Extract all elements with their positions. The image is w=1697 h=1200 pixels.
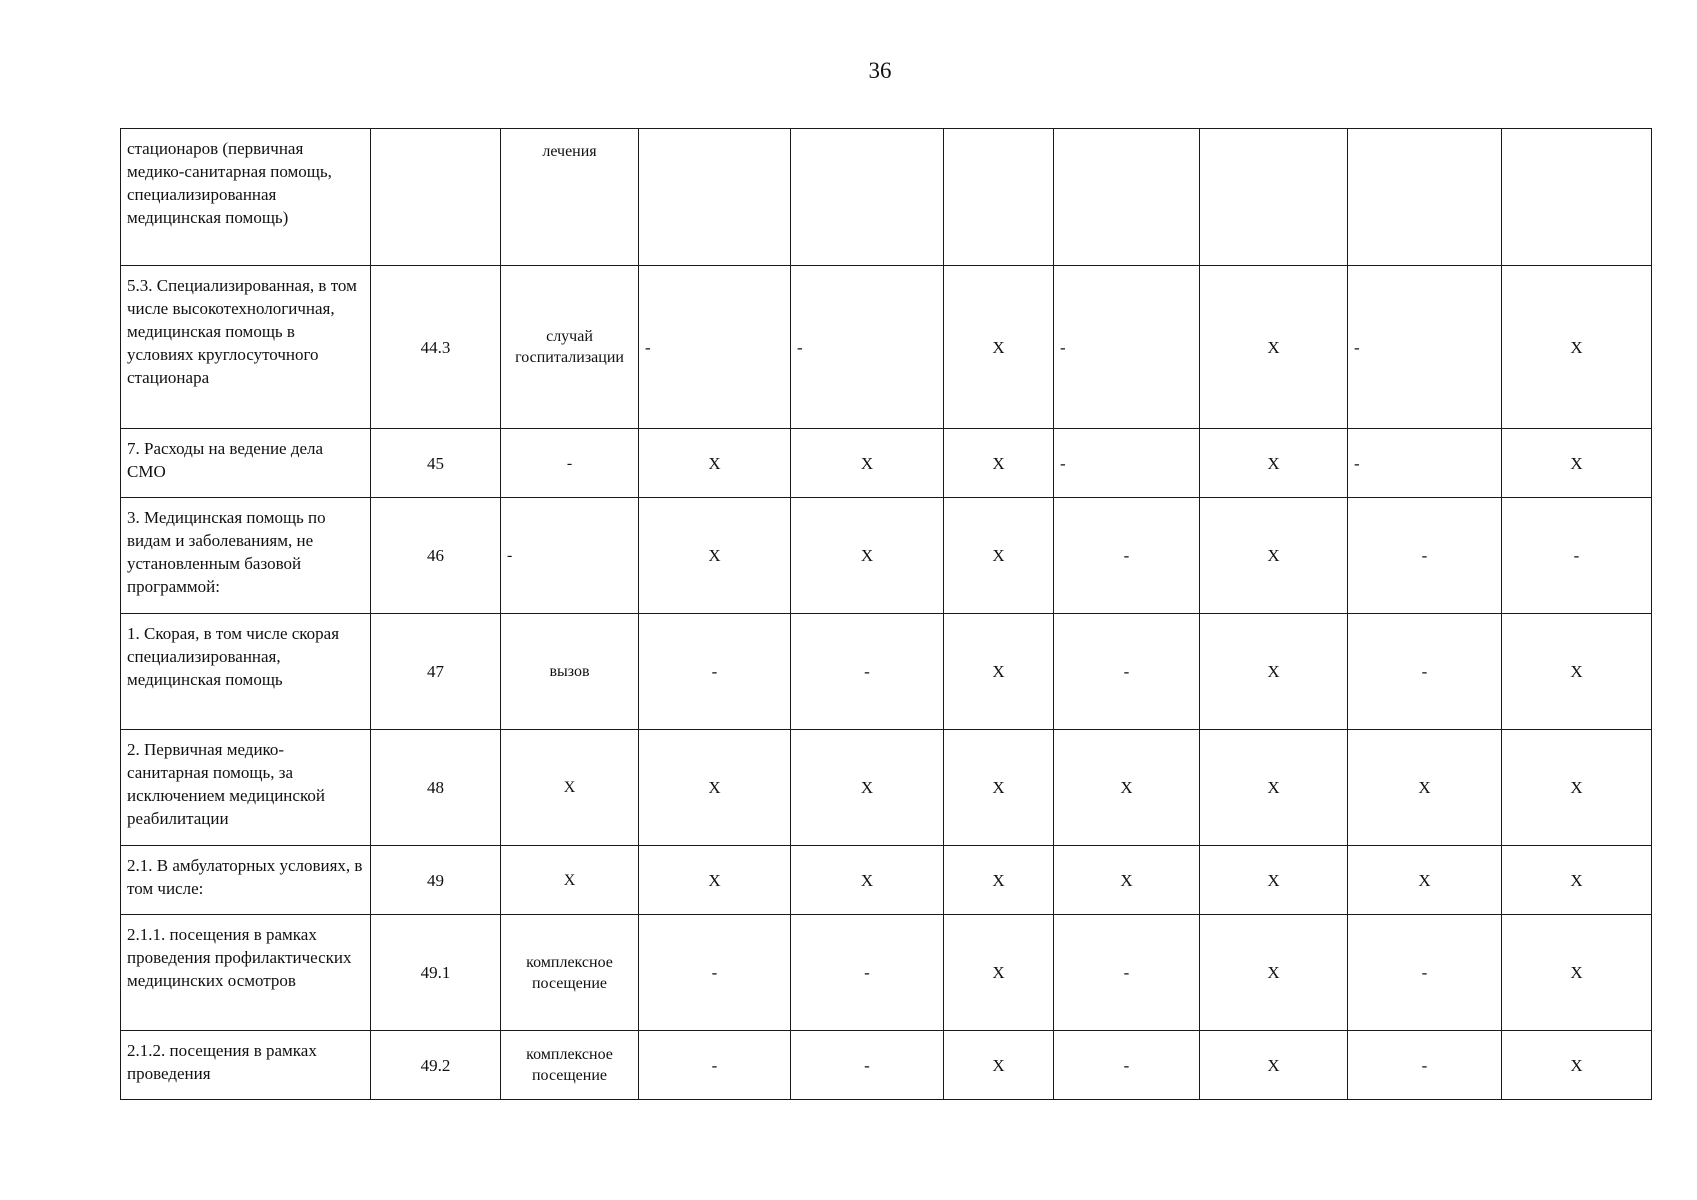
row-unit: вызов [501, 614, 639, 730]
cell-c4: - [1054, 429, 1200, 498]
row-code: 45 [371, 429, 501, 498]
row-label: 5.3. Специализированная, в том числе высокотехнологичная, медицинская помощь в условиях круглосуточного стационара [121, 266, 371, 429]
cell-c5: Х [1200, 498, 1348, 614]
cell-c2: - [791, 1031, 944, 1100]
row-label: 7. Расходы на ведение дела СМО [121, 429, 371, 498]
cell-c3: Х [944, 266, 1054, 429]
cell-c1: - [639, 266, 791, 429]
row-unit: Х [501, 846, 639, 915]
cell-c6: - [1348, 1031, 1502, 1100]
row-code: 44.3 [371, 266, 501, 429]
table-row [121, 266, 1652, 429]
cell-c5: Х [1200, 846, 1348, 915]
table-row [121, 730, 1652, 846]
row-label: 3. Медицинская помощь по видам и заболеваниям, не установленным базовой программой: [121, 498, 371, 614]
cell-c2: - [791, 266, 944, 429]
cell-c3 [944, 129, 1054, 266]
cell-c5: Х [1200, 266, 1348, 429]
row-label: 2.1.2. посещения в рамках проведения [121, 1031, 371, 1100]
cell-c7: Х [1502, 266, 1652, 429]
cell-c4: - [1054, 266, 1200, 429]
cell-c3: Х [944, 429, 1054, 498]
cell-c3: Х [944, 498, 1054, 614]
row-code: 47 [371, 614, 501, 730]
cell-c5: Х [1200, 1031, 1348, 1100]
row-code: 49 [371, 846, 501, 915]
cell-c4: - [1054, 1031, 1200, 1100]
cell-c1 [639, 129, 791, 266]
row-code: 48 [371, 730, 501, 846]
row-code: 49.2 [371, 1031, 501, 1100]
cell-c2: Х [791, 730, 944, 846]
data-table [120, 128, 1652, 1100]
row-label: 2.1.1. посещения в рамках проведения профилактических медицинских осмотров [121, 915, 371, 1031]
cell-c3: Х [944, 846, 1054, 915]
cell-c6: Х [1348, 846, 1502, 915]
cell-c5: Х [1200, 614, 1348, 730]
cell-c1: - [639, 614, 791, 730]
cell-c2: Х [791, 498, 944, 614]
cell-c6: - [1348, 429, 1502, 498]
cell-c6: - [1348, 498, 1502, 614]
row-code: 46 [371, 498, 501, 614]
cell-c5: Х [1200, 429, 1348, 498]
cell-c6: - [1348, 266, 1502, 429]
table-row [121, 129, 1652, 266]
table-row [121, 429, 1652, 498]
cell-c6: Х [1348, 730, 1502, 846]
row-label: 1. Скорая, в том числе скорая специализированная, медицинская помощь [121, 614, 371, 730]
row-code: 49.1 [371, 915, 501, 1031]
cell-c7 [1502, 129, 1652, 266]
cell-c2: Х [791, 429, 944, 498]
cell-c7: Х [1502, 429, 1652, 498]
cell-c5: Х [1200, 915, 1348, 1031]
table-row [121, 1031, 1652, 1100]
row-unit: Х [501, 730, 639, 846]
cell-c7: Х [1502, 1031, 1652, 1100]
table-row [121, 498, 1652, 614]
cell-c4: Х [1054, 846, 1200, 915]
row-unit: - [501, 498, 639, 614]
cell-c1: Х [639, 498, 791, 614]
row-code [371, 129, 501, 266]
cell-c2: Х [791, 846, 944, 915]
cell-c6: - [1348, 915, 1502, 1031]
cell-c2 [791, 129, 944, 266]
page-number: 36 [868, 58, 892, 83]
table-row [121, 846, 1652, 915]
cell-c3: Х [944, 1031, 1054, 1100]
row-label: 2.1. В амбулаторных условиях, в том числе: [121, 846, 371, 915]
row-label: 2. Первичная медико-санитарная помощь, за исключением медицинской реабилитации [121, 730, 371, 846]
cell-c4: - [1054, 614, 1200, 730]
row-unit: - [501, 429, 639, 498]
row-label: стационаров (первичная медико-санитарная помощь, специализированная медицинская помощь) [121, 129, 371, 266]
cell-c7: Х [1502, 614, 1652, 730]
cell-c3: Х [944, 915, 1054, 1031]
cell-c4: Х [1054, 730, 1200, 846]
cell-c7: - [1502, 498, 1652, 614]
cell-c2: - [791, 614, 944, 730]
cell-c3: Х [944, 730, 1054, 846]
cell-c4: - [1054, 915, 1200, 1031]
cell-c4: - [1054, 498, 1200, 614]
cell-c3: Х [944, 614, 1054, 730]
cell-c1: - [639, 1031, 791, 1100]
cell-c7: Х [1502, 846, 1652, 915]
row-unit: комплексное посещение [501, 915, 639, 1031]
table-row [121, 614, 1652, 730]
row-unit: случай госпитализации [501, 266, 639, 429]
cell-c1: - [639, 915, 791, 1031]
row-unit: комплексное посещение [501, 1031, 639, 1100]
cell-c6: - [1348, 614, 1502, 730]
cell-c7: Х [1502, 915, 1652, 1031]
cell-c7: Х [1502, 730, 1652, 846]
table-row [121, 915, 1652, 1031]
cell-c2: - [791, 915, 944, 1031]
cell-c5 [1200, 129, 1348, 266]
row-unit: лечения [501, 129, 639, 266]
cell-c1: Х [639, 429, 791, 498]
cell-c4 [1054, 129, 1200, 266]
cell-c5: Х [1200, 730, 1348, 846]
cell-c1: Х [639, 846, 791, 915]
cell-c1: Х [639, 730, 791, 846]
cell-c6 [1348, 129, 1502, 266]
